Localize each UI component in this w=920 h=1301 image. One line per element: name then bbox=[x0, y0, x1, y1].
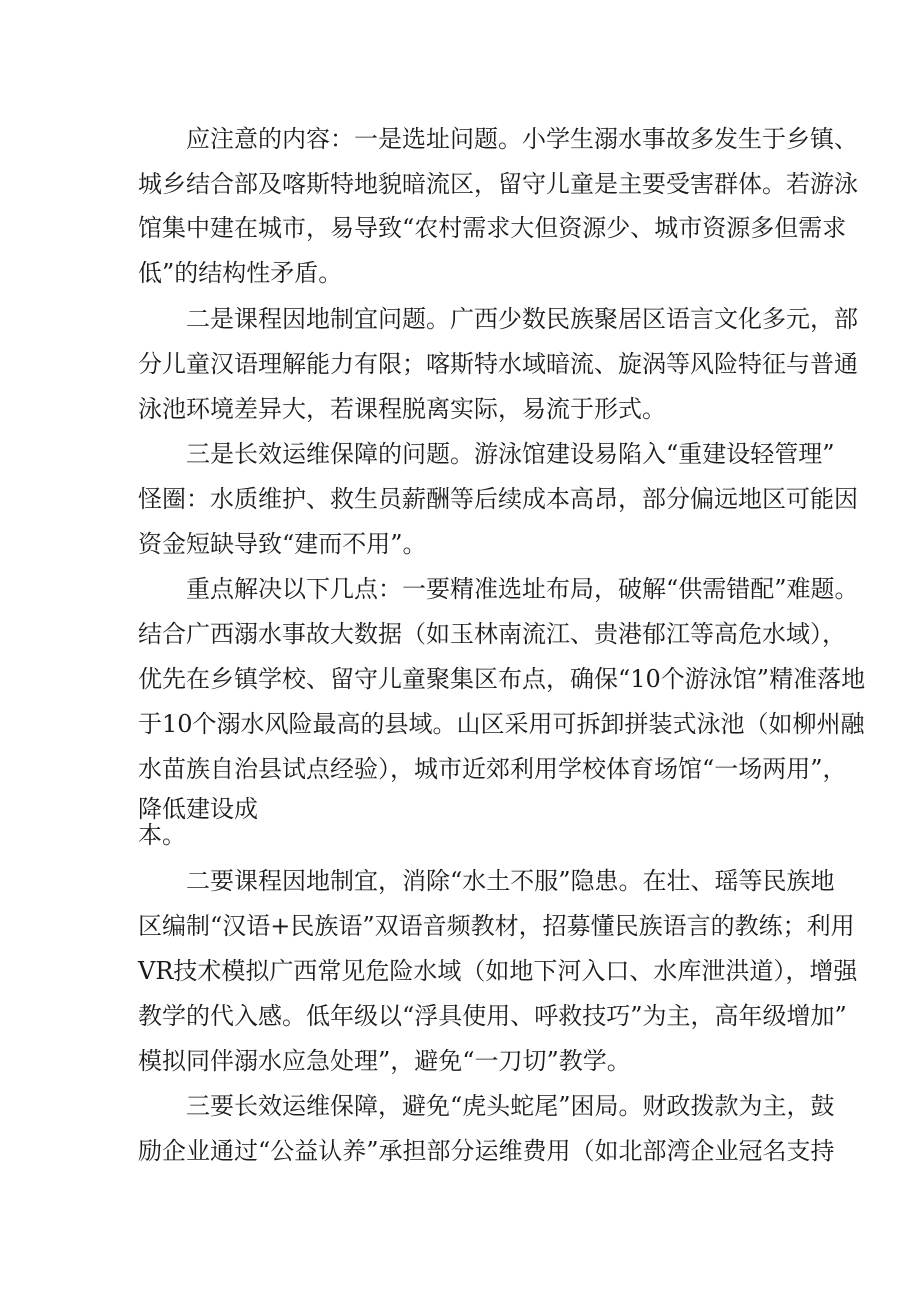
text-line: 重点解决以下几点：一要精准选址布局，破解“供需错配”难题。 bbox=[186, 575, 859, 603]
text-line: 优先在乡镇学校、留守儿童聚集区布点，确保“10个游泳馆”精准落地 bbox=[138, 665, 866, 693]
text-line: 区编制“汉语+民族语”双语音频教材，招募懂民族语言的教练；利用 bbox=[138, 912, 855, 940]
text-line: 分儿童汉语理解能力有限；喀斯特水域暗流、旋涡等风险特征与普通 bbox=[138, 350, 858, 378]
text-line: 结合广西溺水事故大数据（如玉林南流江、贵港郁江等高危水域）， bbox=[138, 620, 846, 648]
text-line: 资金短缺导致“建而不用”。 bbox=[138, 530, 427, 558]
text-line: 于10个溺水风险最高的县域。山区采用可拆卸拼装式泳池（如柳州融 bbox=[138, 710, 865, 738]
text-line: 低”的结构性矛盾。 bbox=[138, 259, 343, 287]
text-line: 馆集中建在城市，易导致“农村需求大但资源少、城市资源多但需求 bbox=[138, 214, 847, 242]
text-line: 模拟同伴溺水应急处理”，避免“一刀切”教学。 bbox=[138, 1047, 631, 1075]
text-line: 教学的代入感。低年级以“浮具使用、呼救技巧”为主，高年级增加” bbox=[138, 1002, 847, 1030]
text-line: 三要长效运维保障，避免“虎头蛇尾”困局。财政拨款为主，鼓 bbox=[186, 1092, 835, 1120]
text-line: 二是课程因地制宜问题。广西少数民族聚居区语言文化多元，部 bbox=[186, 305, 858, 333]
text-line: 本。 bbox=[138, 821, 186, 849]
text-line: VR技术模拟广西常见危险水域（如地下河入口、水库泄洪道），增强 bbox=[138, 957, 858, 985]
text-line: 泳池环境差异大，若课程脱离实际，易流于形式。 bbox=[138, 395, 666, 423]
text-line: 应注意的内容：一是选址问题。小学生溺水事故多发生于乡镇、 bbox=[186, 125, 858, 153]
text-line: 励企业通过“公益认养”承担部分运维费用（如北部湾企业冠名支持 bbox=[138, 1137, 835, 1165]
text-line: 二要课程因地制宜，消除“水土不服”隐患。在壮、瑶等民族地 bbox=[186, 867, 835, 895]
text-line: 降低建设成 bbox=[138, 795, 258, 823]
text-line: 城乡结合部及喀斯特地貌暗流区，留守儿童是主要受害群体。若游泳 bbox=[138, 170, 858, 198]
text-line: 怪圈：水质维护、救生员薪酬等后续成本高昂，部分偏远地区可能因 bbox=[138, 485, 858, 513]
text-line: 水苗族自治县试点经验），城市近郊利用学校体育场馆“一场两用”， bbox=[138, 755, 847, 783]
text-line: 三是长效运维保障的问题。游泳馆建设易陷入“重建设轻管理” bbox=[186, 440, 835, 468]
